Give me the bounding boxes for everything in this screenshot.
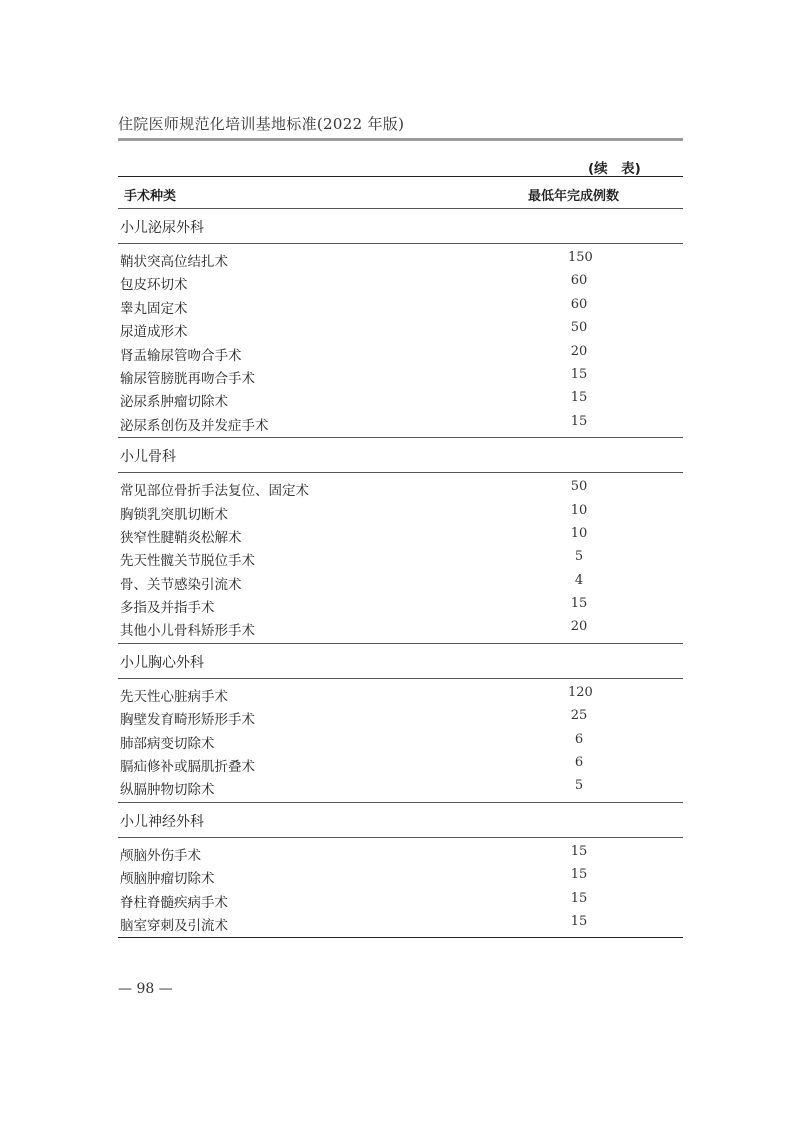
surgery-name: 睾丸固定术 [120, 300, 188, 317]
min-count: 5 [574, 549, 584, 565]
surgery-name: 纵膈肿物切除术 [120, 782, 215, 799]
surgery-name: 多指及并指手术 [120, 600, 215, 617]
min-count: 120 [568, 684, 593, 700]
table-row [118, 841, 683, 864]
table-row [118, 270, 683, 293]
surgery-name: 膈疝修补或膈肌折叠术 [120, 759, 255, 776]
surgery-name: 尿道成形术 [120, 324, 188, 341]
table-row [118, 593, 683, 616]
surgery-name: 颅脑肿瘤切除术 [120, 871, 215, 888]
table-row [118, 546, 683, 569]
min-count: 6 [574, 731, 584, 747]
surgery-name: 肺部病变切除术 [120, 735, 215, 752]
surgery-name: 输尿管膀胱再吻合手术 [120, 370, 255, 387]
min-count: 15 [570, 596, 588, 612]
min-count: 6 [574, 755, 584, 771]
table-row [118, 500, 683, 523]
min-count: 20 [570, 619, 588, 635]
min-count: 25 [570, 708, 588, 724]
surgery-name: 脊柱脊髓疾病手术 [120, 894, 228, 911]
min-count: 60 [570, 296, 588, 312]
min-count: 15 [570, 390, 588, 406]
surgery-name: 泌尿系肿瘤切除术 [120, 394, 228, 411]
surgery-name: 颅脑外伤手术 [120, 847, 201, 864]
section-title-row [118, 209, 683, 243]
surgery-name: 胸壁发育畸形矫形手术 [120, 712, 255, 729]
min-count: 5 [574, 778, 584, 794]
min-count: 15 [570, 890, 588, 906]
table-row [118, 775, 683, 798]
table-row [118, 476, 683, 499]
section-title: 小儿神经外科 [120, 813, 204, 830]
header-rule [118, 138, 683, 141]
table-row [118, 294, 683, 317]
surgery-table [118, 176, 683, 938]
table-row [118, 682, 683, 705]
section-title-row [118, 644, 683, 678]
min-count: 50 [570, 479, 588, 495]
column-header-min-count: 最低年完成例数 [528, 189, 620, 204]
table-row [118, 341, 683, 364]
min-count: 15 [570, 413, 588, 429]
table-row [118, 888, 683, 911]
surgery-name: 常见部位骨折手法复位、固定术 [120, 483, 309, 500]
min-count: 50 [570, 320, 588, 336]
table-row [118, 729, 683, 752]
surgery-name: 其他小儿骨科矫形手术 [120, 623, 255, 640]
min-count: 20 [570, 343, 588, 359]
section-title: 小儿泌尿外科 [120, 220, 204, 236]
table-row [118, 411, 683, 434]
surgery-name: 泌尿系创伤及并发症手术 [120, 417, 269, 434]
surgery-name: 脑室穿刺及引流术 [120, 917, 228, 934]
table-bottom-rule [118, 937, 683, 938]
table-row [118, 364, 683, 387]
table-row [118, 705, 683, 728]
section-title-row [118, 803, 683, 837]
table-row [118, 570, 683, 593]
table-row [118, 864, 683, 887]
column-header-surgery-type: 手术种类 [124, 189, 177, 204]
table-row [118, 247, 683, 270]
surgery-name: 狭窄性腱鞘炎松解术 [120, 529, 242, 546]
min-count: 15 [570, 913, 588, 929]
table-row [118, 387, 683, 410]
table-header-row [118, 177, 683, 208]
surgery-name: 鞘状突高位结扎术 [120, 254, 228, 270]
min-count: 10 [570, 502, 588, 518]
surgery-name: 包皮环切术 [120, 277, 188, 294]
table-row [118, 317, 683, 340]
section-title: 小儿胸心外科 [120, 654, 204, 671]
surgery-name: 先天性心脏病手术 [120, 688, 228, 705]
table-row [118, 911, 683, 934]
min-count: 15 [570, 843, 588, 859]
section-title-row [118, 438, 683, 472]
surgery-name: 骨、关节感染引流术 [120, 576, 242, 593]
surgery-name: 先天性髋关节脱位手术 [120, 553, 255, 570]
min-count: 15 [570, 366, 588, 382]
min-count: 10 [570, 525, 588, 541]
section-title: 小儿骨科 [120, 449, 176, 466]
surgery-name: 胸锁乳突肌切断术 [120, 506, 228, 523]
table-row [118, 616, 683, 639]
min-count: 4 [574, 572, 584, 588]
min-count: 15 [570, 867, 588, 883]
surgery-name: 肾盂输尿管吻合手术 [120, 347, 242, 364]
table-row [118, 752, 683, 775]
table-row [118, 523, 683, 546]
page-number: — 98 — [118, 981, 173, 997]
min-count: 150 [568, 250, 593, 265]
min-count: 60 [570, 273, 588, 289]
running-header: 住院医师规范化培训基地标准(2022 年版) [118, 115, 405, 133]
continued-label: (续 表) [588, 161, 641, 177]
table-body [118, 209, 683, 938]
